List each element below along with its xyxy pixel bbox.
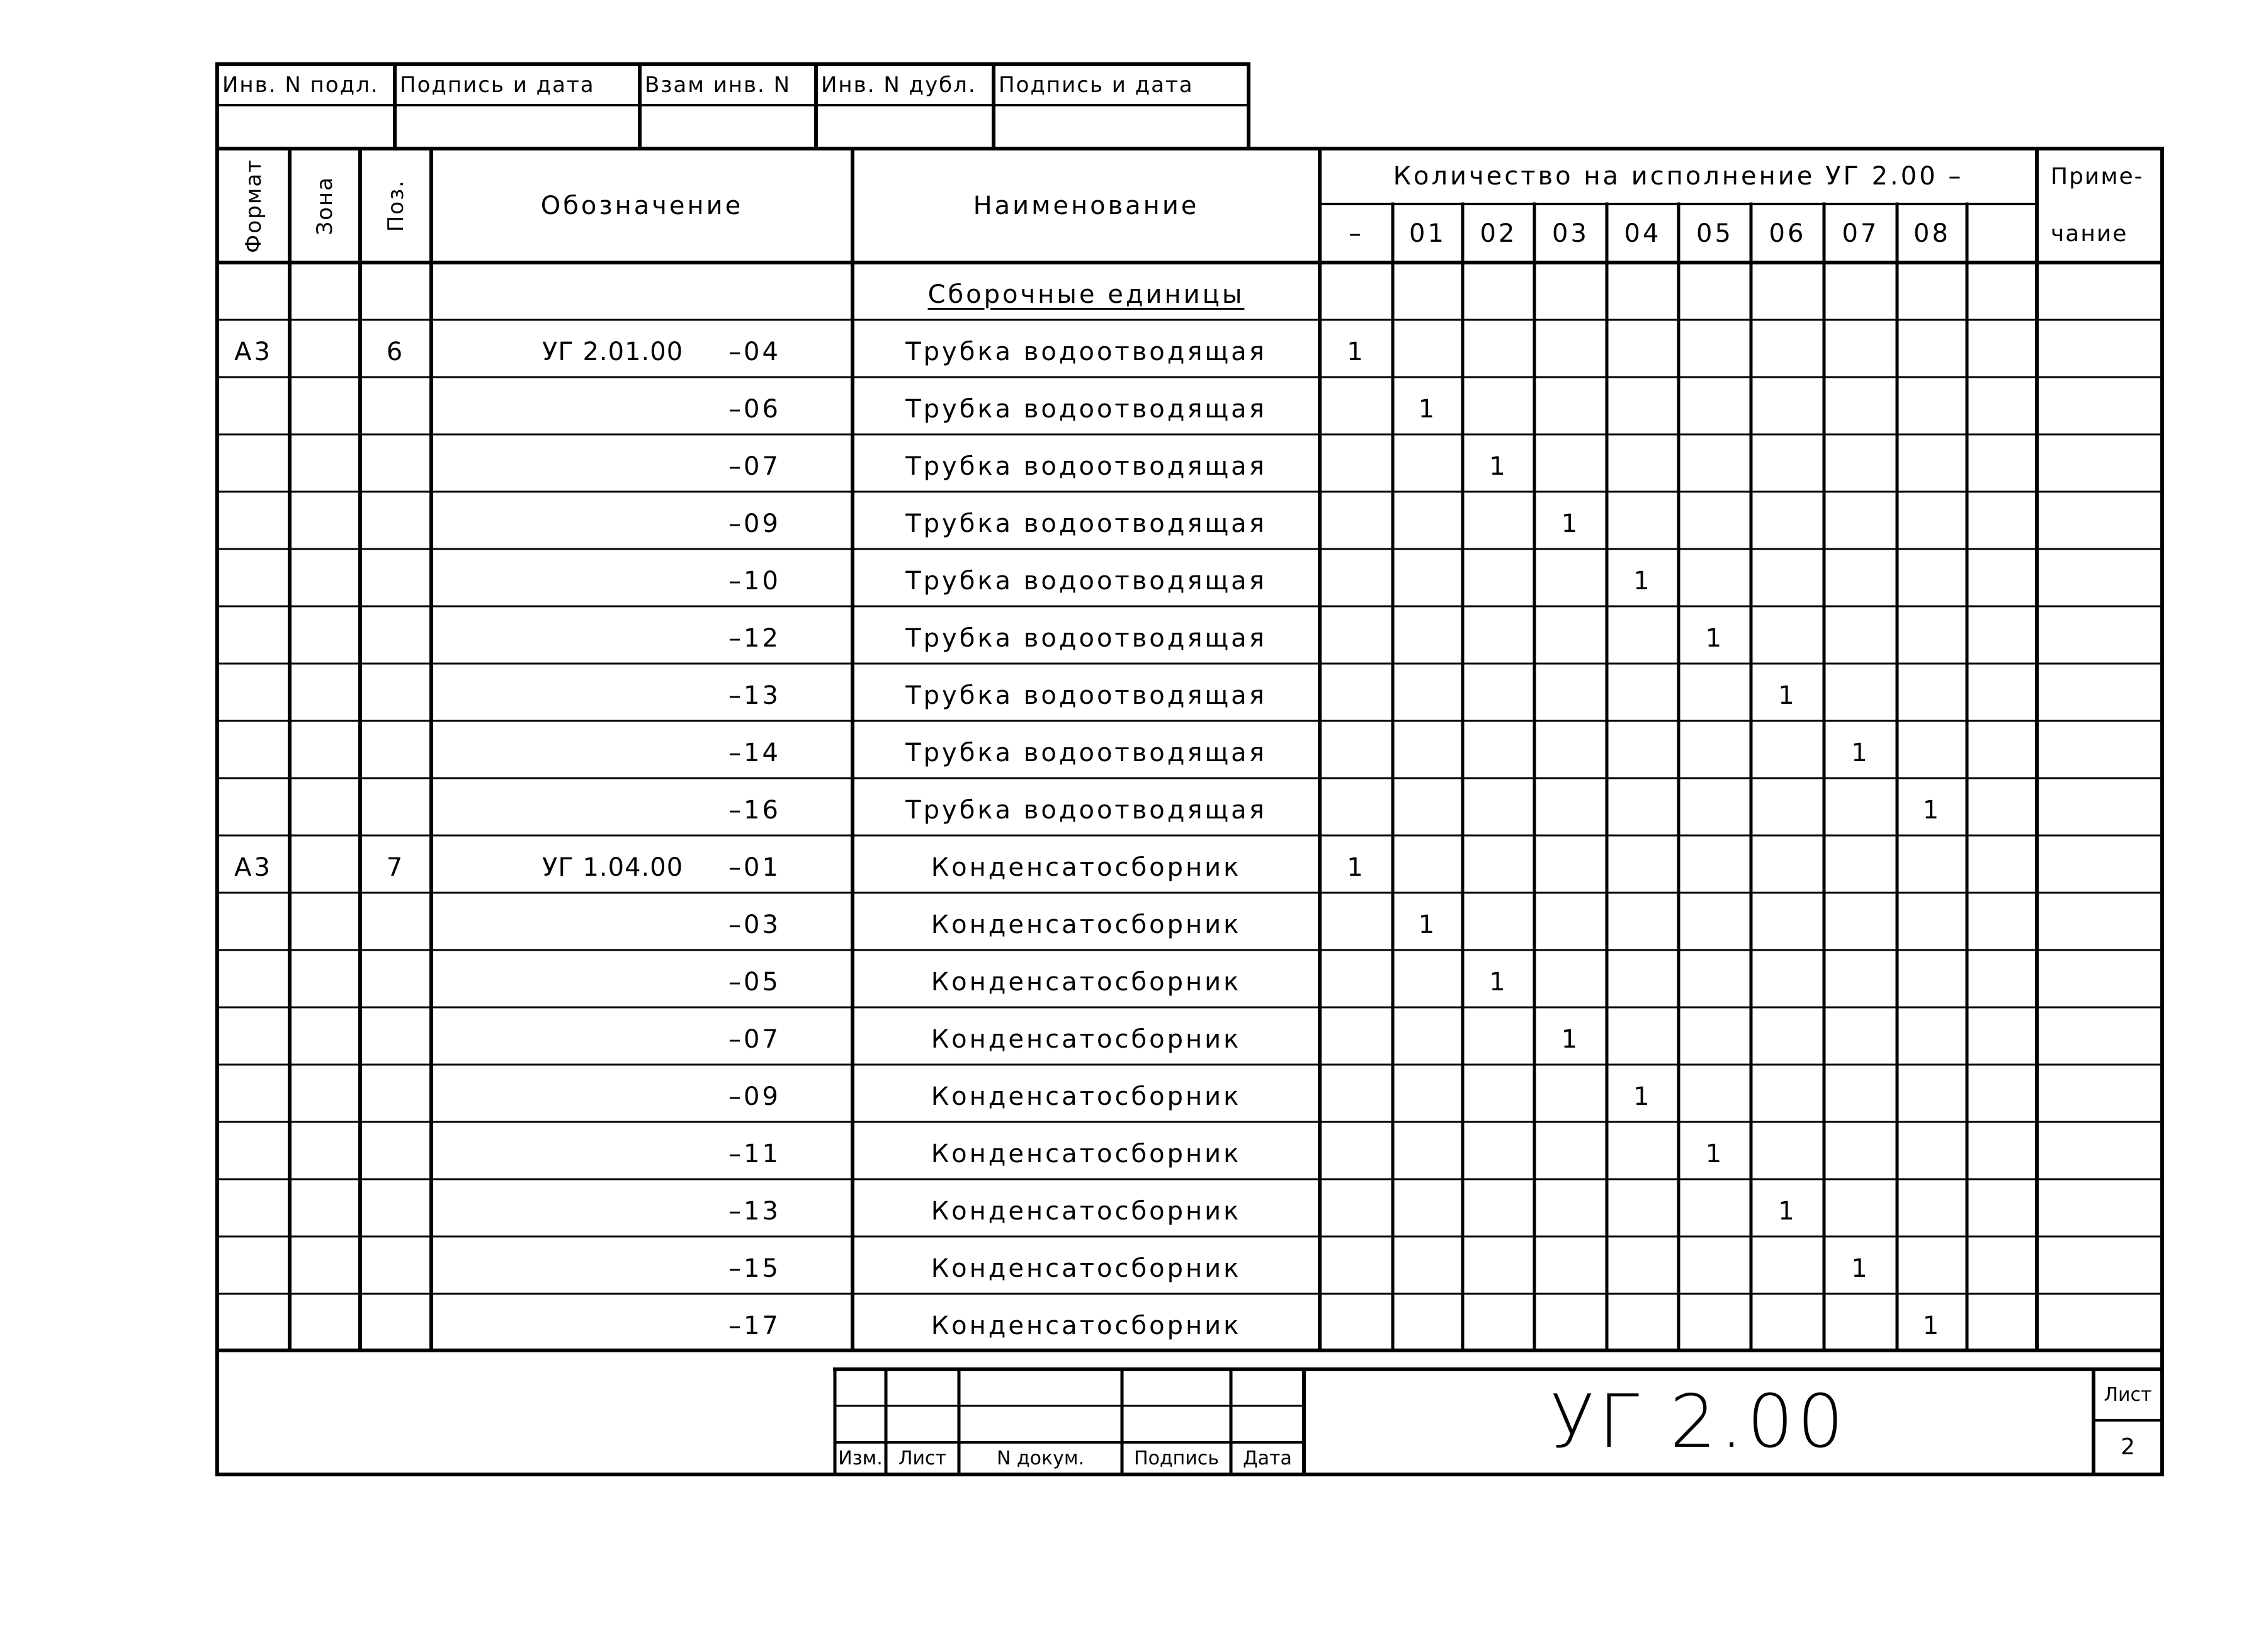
variant-suffix-cell: –12 <box>728 623 781 653</box>
variant-suffix-cell: –10 <box>728 566 781 596</box>
variant-suffix-cell: –14 <box>728 738 781 767</box>
header-quantity: Количество на исполнение УГ 2.00 – <box>1393 162 1964 191</box>
variant-suffix-cell: –06 <box>728 394 781 424</box>
revision-label-signature: Подпись <box>1134 1447 1219 1469</box>
variant-header-7: 07 <box>1842 218 1879 248</box>
variant-suffix-cell: –07 <box>728 451 781 481</box>
name-cell: Конденсатосборник <box>931 1024 1242 1054</box>
revision-label-change: Изм. <box>838 1447 883 1469</box>
name-cell: Конденсатосборник <box>931 1311 1242 1340</box>
header-position-label: Поз. <box>383 179 409 232</box>
name-cell: Трубка водоотводящая <box>905 509 1267 538</box>
variant-header-2: 02 <box>1480 218 1517 248</box>
name-cell: Конденсатосборник <box>931 1139 1242 1168</box>
variant-header-8: 08 <box>1913 218 1951 248</box>
name-cell: Трубка водоотводящая <box>905 566 1267 596</box>
format-cell: А3 <box>234 337 273 366</box>
section-title: Сборочные единицы <box>927 280 1245 309</box>
variant-header-0: – <box>1349 218 1364 248</box>
quantity-cell: 1 <box>1851 738 1870 767</box>
variant-suffix-cell: –09 <box>728 509 781 538</box>
variant-suffix-cell: –07 <box>728 1024 781 1054</box>
quantity-cell: 1 <box>1922 1311 1942 1340</box>
variant-suffix-cell: –05 <box>728 967 781 997</box>
name-cell: Конденсатосборник <box>931 1082 1242 1111</box>
quantity-cell: 1 <box>1418 394 1437 424</box>
header-format-label: Формат <box>241 158 266 253</box>
quantity-cell: 1 <box>1561 1024 1580 1054</box>
variant-header-1: 01 <box>1409 218 1446 248</box>
quantity-cell: 1 <box>1633 566 1652 596</box>
designation-cell: УГ 2.01.00 <box>542 337 684 366</box>
quantity-cell: 1 <box>1851 1253 1870 1283</box>
variant-header-6: 06 <box>1769 218 1806 248</box>
header-name: Наименование <box>973 191 1199 220</box>
variant-suffix-cell: –03 <box>728 910 781 939</box>
quantity-cell: 1 <box>1778 681 1797 710</box>
quantity-cell: 1 <box>1489 967 1508 997</box>
name-cell: Трубка водоотводящая <box>905 451 1267 481</box>
variant-suffix-cell: –15 <box>728 1253 781 1283</box>
quantity-cell: 1 <box>1347 852 1366 882</box>
header-zone-label: Зона <box>312 176 337 235</box>
quantity-cell: 1 <box>1418 910 1437 939</box>
sheet-label: Лист <box>2104 1383 2152 1406</box>
quantity-cell: 1 <box>1489 451 1508 481</box>
quantity-cell: 1 <box>1705 1139 1725 1168</box>
variant-suffix-cell: –16 <box>728 795 781 825</box>
document-code: УГ 2.00 <box>1550 1379 1848 1464</box>
header-note-line-1: Приме- <box>2051 164 2144 190</box>
name-cell: Конденсатосборник <box>931 1196 1242 1226</box>
variant-suffix-cell: –13 <box>728 1196 781 1226</box>
stamp-label-signature-date-2: Подпись и дата <box>999 72 1194 98</box>
header-designation: Обозначение <box>540 191 744 220</box>
format-cell: А3 <box>234 852 273 882</box>
quantity-cell: 1 <box>1561 509 1580 538</box>
header-note-line-2: чание <box>2051 220 2128 247</box>
variant-suffix-cell: –11 <box>728 1139 781 1168</box>
variant-suffix-cell: –17 <box>728 1311 781 1340</box>
name-cell: Трубка водоотводящая <box>905 337 1267 366</box>
name-cell: Трубка водоотводящая <box>905 394 1267 424</box>
name-cell: Конденсатосборник <box>931 852 1242 882</box>
stamp-label-signature-date-1: Подпись и дата <box>400 72 595 98</box>
name-cell: Конденсатосборник <box>931 967 1242 997</box>
revision-label-date: Дата <box>1243 1447 1292 1469</box>
sheet-number: 2 <box>2121 1434 2135 1460</box>
quantity-cell: 1 <box>1347 337 1366 366</box>
variant-suffix-cell: –04 <box>728 337 781 366</box>
variant-header-4: 04 <box>1624 218 1662 248</box>
quantity-cell: 1 <box>1633 1082 1652 1111</box>
designation-cell: УГ 1.04.00 <box>542 852 684 882</box>
variant-suffix-cell: –01 <box>728 852 781 882</box>
position-cell: 7 <box>386 852 405 882</box>
variant-suffix-cell: –13 <box>728 681 781 710</box>
variant-header-5: 05 <box>1696 218 1733 248</box>
quantity-cell: 1 <box>1922 795 1942 825</box>
name-cell: Конденсатосборник <box>931 910 1242 939</box>
revision-label-document-number: N докум. <box>996 1447 1085 1469</box>
quantity-cell: 1 <box>1778 1196 1797 1226</box>
quantity-cell: 1 <box>1705 623 1725 653</box>
variant-suffix-cell: –09 <box>728 1082 781 1111</box>
variant-header-3: 03 <box>1552 218 1589 248</box>
name-cell: Трубка водоотводящая <box>905 623 1267 653</box>
name-cell: Трубка водоотводящая <box>905 681 1267 710</box>
stamp-label-inv-duplicate: Инв. N дубл. <box>821 72 977 98</box>
name-cell: Трубка водоотводящая <box>905 795 1267 825</box>
stamp-label-replacement-inv: Взам инв. N <box>645 72 791 98</box>
revision-label-sheet: Лист <box>898 1447 947 1469</box>
name-cell: Трубка водоотводящая <box>905 738 1267 767</box>
stamp-label-inv-original: Инв. N подл. <box>222 72 379 98</box>
name-cell: Конденсатосборник <box>931 1253 1242 1283</box>
position-cell: 6 <box>386 337 405 366</box>
